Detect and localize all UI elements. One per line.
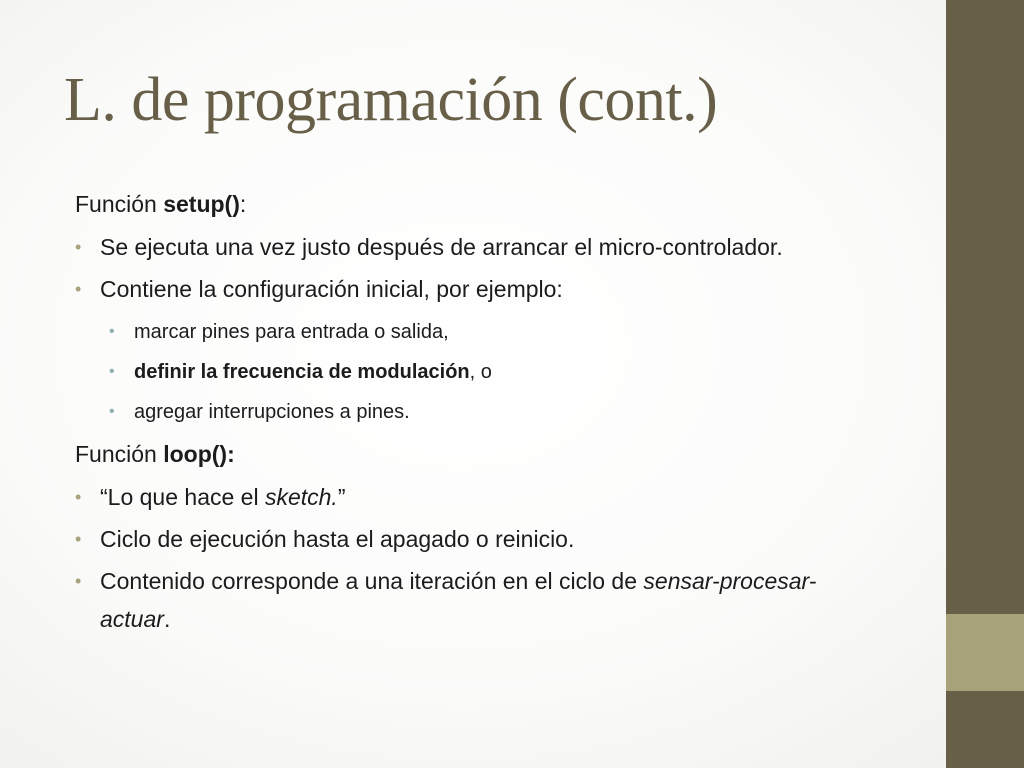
bullet-dot-icon: • — [75, 279, 82, 299]
loop-heading-prefix: Función — [75, 441, 164, 467]
loop-bullet-3-italic: sensar-procesar-actuar — [100, 568, 817, 632]
setup-bullet-1-text: Se ejecuta una vez justo después de arrancar el micro-controlador. — [100, 234, 783, 260]
setup-bullet-2-text: Contiene la configuración inicial, por ejemplo: — [100, 276, 563, 302]
setup-function-name: setup() — [163, 191, 240, 217]
loop-bullet-3-end: . — [163, 606, 171, 632]
loop-heading — [75, 434, 885, 474]
setup-subbullet-1 — [75, 316, 885, 348]
sub-bullet-dot-icon: • — [109, 323, 115, 340]
loop-bullet-1 — [75, 478, 885, 516]
setup-subbullet-1-text: marcar pines para entrada o salida, — [134, 321, 449, 343]
setup-subbullet-2 — [75, 356, 885, 388]
setup-heading — [75, 184, 885, 224]
slide-body — [75, 184, 885, 638]
bullet-dot-icon: • — [75, 529, 82, 549]
bullet-dot-icon: • — [75, 237, 82, 257]
sub-bullet-dot-icon: • — [109, 403, 115, 420]
loop-bullet-3-text: Contenido corresponde a una iteración en el ciclo de — [100, 568, 644, 594]
setup-subbullet-2-rest: , o — [469, 361, 492, 383]
loop-bullet-2 — [75, 520, 885, 558]
setup-subbullet-3-text: agregar interrupciones a pines. — [134, 401, 410, 423]
setup-heading-prefix: Función — [75, 191, 164, 217]
loop-bullet-1-open: “Lo que hace el — [100, 484, 265, 510]
setup-bullet-2 — [75, 270, 885, 308]
sidebar-accent-block — [946, 614, 1024, 691]
setup-heading-suffix: : — [239, 191, 247, 217]
sidebar-band — [946, 0, 1024, 768]
loop-bullet-2-text: Ciclo de ejecución hasta el apagado o reinicio. — [100, 526, 575, 552]
slide-title: L. de programación (cont.) — [64, 66, 718, 134]
sub-bullet-dot-icon: • — [109, 363, 115, 380]
loop-bullet-3 — [75, 562, 885, 638]
setup-bullet-1 — [75, 228, 885, 266]
loop-bullet-1-close: ” — [337, 484, 346, 510]
loop-function-name: loop(): — [163, 441, 235, 467]
loop-bullet-1-italic: sketch. — [264, 484, 338, 510]
setup-subbullet-2-bold: definir la frecuencia de modulación — [134, 361, 470, 383]
bullet-dot-icon: • — [75, 487, 82, 507]
setup-subbullet-3 — [75, 396, 885, 428]
bullet-dot-icon: • — [75, 571, 82, 591]
